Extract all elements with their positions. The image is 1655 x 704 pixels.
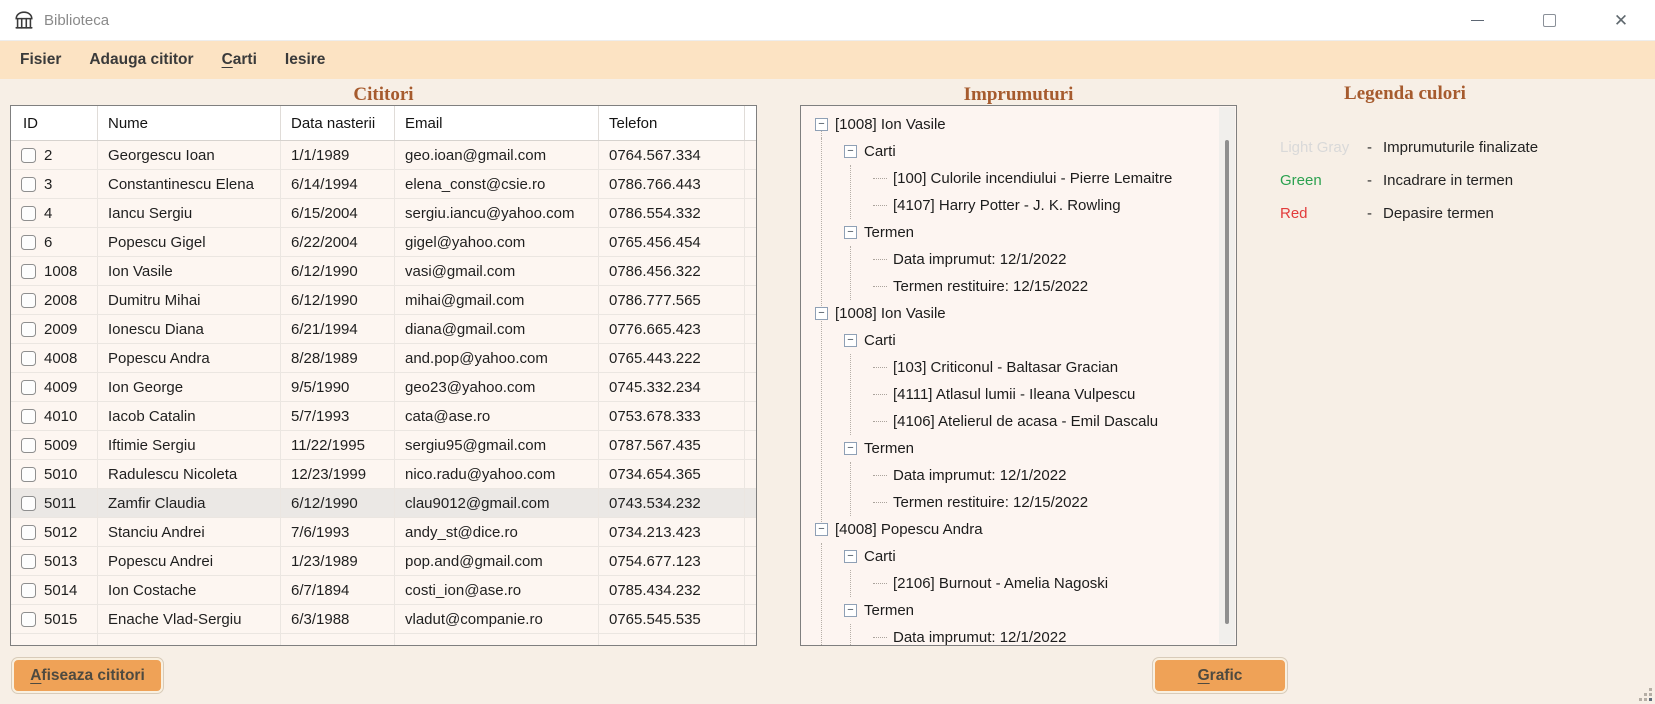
- tree-node-label: [103] Criticonul - Baltasar Gracian: [893, 359, 1119, 376]
- cell-telefon: 0734.654.365: [599, 460, 745, 488]
- tree-leaf-connector: [873, 637, 887, 638]
- table-row[interactable]: [11, 315, 756, 344]
- table-row[interactable]: [11, 373, 756, 402]
- legend-item: [1280, 164, 1555, 197]
- tree-scrollbar-thumb[interactable]: [1225, 140, 1229, 624]
- cell-id: 5012: [11, 518, 98, 546]
- cell-nume: [98, 634, 281, 646]
- row-checkbox[interactable]: [21, 148, 36, 163]
- tree-leaf-connector: [873, 502, 887, 503]
- grafic-button-label: rafic: [1209, 666, 1243, 684]
- library-building-icon: [13, 9, 35, 31]
- cell-filler: [745, 460, 756, 488]
- table-row[interactable]: [11, 170, 756, 199]
- row-checkbox[interactable]: [21, 496, 36, 511]
- cell-id: 5013: [11, 547, 98, 575]
- row-checkbox[interactable]: [21, 206, 36, 221]
- tree-root-connector: [821, 124, 822, 530]
- cell-filler: [745, 547, 756, 575]
- window-controls: [1454, 3, 1644, 37]
- cell-id: 4009: [11, 373, 98, 401]
- cell-nume: Popescu Andra: [98, 344, 281, 372]
- table-row[interactable]: [11, 460, 756, 489]
- legend-item: [1280, 131, 1555, 164]
- row-checkbox[interactable]: [21, 322, 36, 337]
- tree-node[interactable]: [844, 543, 1212, 570]
- cell-data_nasterii: 9/5/1990: [281, 373, 395, 401]
- cell-telefon: 0785.434.232: [599, 576, 745, 604]
- tree-node[interactable]: [873, 165, 1212, 192]
- row-checkbox[interactable]: [21, 351, 36, 366]
- cell-data_nasterii: 11/22/1995: [281, 431, 395, 459]
- window-title: Biblioteca: [44, 11, 110, 29]
- cell-nume: Dumitru Mihai: [98, 286, 281, 314]
- cell-id: 5014: [11, 576, 98, 604]
- menu-item-adauga-cititor[interactable]: [75, 41, 207, 79]
- table-row[interactable]: [11, 344, 756, 373]
- cell-filler: [745, 402, 756, 430]
- cell-data_nasterii: 6/7/1894: [281, 576, 395, 604]
- cell-filler: [745, 634, 756, 646]
- tree-leaf-connector: [873, 286, 887, 287]
- tree-node-label: Carti: [864, 332, 896, 349]
- row-checkbox[interactable]: [21, 612, 36, 627]
- tree-node[interactable]: [844, 327, 1212, 354]
- column-header-telefon[interactable]: Telefon: [599, 106, 745, 140]
- row-checkbox[interactable]: [21, 264, 36, 279]
- cell-nume: Georgescu Ioan: [98, 141, 281, 169]
- tree-leaf-connector: [873, 259, 887, 260]
- cell-nume: Ionescu Diana: [98, 315, 281, 343]
- tree-node[interactable]: [844, 219, 1212, 246]
- cell-telefon: [599, 634, 745, 646]
- cell-filler: [745, 228, 756, 256]
- table-row[interactable]: [11, 489, 756, 518]
- tree-node-label: [4111] Atlasul lumii - Ileana Vulpescu: [893, 386, 1136, 403]
- cell-filler: [745, 141, 756, 169]
- cell-nume: Ion Costache: [98, 576, 281, 604]
- tree-collapse-icon[interactable]: −: [844, 442, 857, 455]
- cell-telefon: 0765.456.454: [599, 228, 745, 256]
- menubar: [0, 41, 1655, 79]
- cell-telefon: 0745.332.234: [599, 373, 745, 401]
- afiseaza-button-accesskey: A: [30, 666, 42, 684]
- cell-email: vasi@gmail.com: [395, 257, 599, 285]
- tree-node[interactable]: [873, 246, 1212, 273]
- tree-collapse-icon[interactable]: −: [815, 523, 828, 536]
- table-row[interactable]: [11, 141, 756, 170]
- cell-telefon: 0764.567.334: [599, 141, 745, 169]
- tree-node-label: Termen restituire: 12/15/2022: [893, 494, 1089, 511]
- cell-email: sergiu.iancu@yahoo.com: [395, 199, 599, 227]
- cell-data_nasterii: 6/12/1990: [281, 286, 395, 314]
- cell-id: 5011: [11, 489, 98, 517]
- legend-section-title: Legenda culori: [1344, 83, 1466, 104]
- cell-telefon: 0786.777.565: [599, 286, 745, 314]
- tree-node[interactable]: [873, 381, 1212, 408]
- cell-data_nasterii: 6/22/2004: [281, 228, 395, 256]
- tree-leaf-connector: [873, 583, 887, 584]
- tree-node-label: Data imprumut: 12/1/2022: [893, 629, 1067, 646]
- legend-separator: -: [1367, 205, 1372, 222]
- tree-node[interactable]: [815, 111, 1212, 138]
- tree-node[interactable]: [844, 435, 1212, 462]
- row-checkbox[interactable]: [21, 554, 36, 569]
- cell-filler: [745, 344, 756, 372]
- cell-nume: Ion Vasile: [98, 257, 281, 285]
- row-checkbox[interactable]: [21, 409, 36, 424]
- row-checkbox[interactable]: [21, 438, 36, 453]
- cell-id: 4008: [11, 344, 98, 372]
- cell-nume: Iacob Catalin: [98, 402, 281, 430]
- cell-telefon: 0765.443.222: [599, 344, 745, 372]
- table-row[interactable]: [11, 547, 756, 576]
- table-row[interactable]: [11, 518, 756, 547]
- cell-email: geo.ioan@gmail.com: [395, 141, 599, 169]
- column-header-id[interactable]: ID: [11, 106, 98, 140]
- column-header-filler: [745, 106, 756, 140]
- cell-email: pop.and@gmail.com: [395, 547, 599, 575]
- tree-leaf-connector: [873, 475, 887, 476]
- cell-telefon: 0734.213.423: [599, 518, 745, 546]
- close-button[interactable]: [1598, 3, 1644, 37]
- cell-filler: [745, 576, 756, 604]
- menu-item-carti-accesskey: C: [221, 51, 233, 68]
- menu-item-carti[interactable]: [208, 41, 271, 79]
- cell-email: [395, 634, 599, 646]
- cell-email: clau9012@gmail.com: [395, 489, 599, 517]
- cell-filler: [745, 315, 756, 343]
- cell-filler: [745, 431, 756, 459]
- tree-node-label: [2106] Burnout - Amelia Nagoski: [893, 575, 1109, 592]
- row-checkbox[interactable]: [21, 467, 36, 482]
- tree-node-label: Data imprumut: 12/1/2022: [893, 467, 1067, 484]
- legend-color-name: Red: [1280, 205, 1308, 222]
- cell-nume: Iancu Sergiu: [98, 199, 281, 227]
- cell-filler: [745, 489, 756, 517]
- legend-description: Depasire termen: [1383, 205, 1494, 222]
- row-checkbox[interactable]: [21, 583, 36, 598]
- tree-node[interactable]: [815, 516, 1212, 543]
- tree-node-label: Termen: [864, 440, 915, 457]
- cell-email: geo23@yahoo.com: [395, 373, 599, 401]
- close-icon: ✕: [1613, 10, 1629, 30]
- cell-data_nasterii: 6/3/1988: [281, 605, 395, 633]
- tree-content: [801, 106, 1236, 646]
- cell-email: vladut@companie.ro: [395, 605, 599, 633]
- cell-telefon: 0786.554.332: [599, 199, 745, 227]
- menu-item-adauga-cititor-label: Adauga cititor: [89, 51, 194, 68]
- tree-node[interactable]: [815, 300, 1212, 327]
- cell-telefon: 0754.677.123: [599, 547, 745, 575]
- cell-id: [11, 634, 98, 646]
- cell-email: elena_const@csie.ro: [395, 170, 599, 198]
- cell-email: diana@gmail.com: [395, 315, 599, 343]
- legend-color-name: Green: [1280, 172, 1322, 189]
- cell-filler: [745, 170, 756, 198]
- afiseaza-button-label: fiseaza cititori: [41, 666, 145, 684]
- tree-node-label: [1008] Ion Vasile: [835, 305, 946, 322]
- table-row[interactable]: [11, 286, 756, 315]
- table-row[interactable]: [11, 257, 756, 286]
- cell-data_nasterii: 6/12/1990: [281, 257, 395, 285]
- cell-filler: [745, 373, 756, 401]
- legend-separator: -: [1367, 172, 1372, 189]
- table-row[interactable]: [11, 431, 756, 460]
- tree-node-label: Termen: [864, 224, 915, 241]
- column-header-data-nasterii[interactable]: Data nasterii: [281, 106, 395, 140]
- cell-data_nasterii: 1/1/1989: [281, 141, 395, 169]
- tree-node-label: [100] Culorile incendiului - Pierre Lemaitre: [893, 170, 1173, 187]
- tree-node-label: Termen: [864, 602, 915, 619]
- row-checkbox[interactable]: [21, 235, 36, 250]
- cell-id: 4010: [11, 402, 98, 430]
- legend-description: Incadrare in termen: [1383, 172, 1514, 189]
- cell-filler: [745, 257, 756, 285]
- tree-collapse-icon[interactable]: −: [815, 118, 828, 131]
- cell-id: 6: [11, 228, 98, 256]
- menu-item-iesire-label: Iesire: [284, 51, 326, 68]
- table-row[interactable]: [11, 228, 756, 257]
- grafic-button-accesskey: G: [1197, 666, 1210, 684]
- legend-color-name: Light Gray: [1280, 139, 1350, 156]
- tree-node[interactable]: [873, 624, 1212, 646]
- color-legend: [1255, 83, 1555, 230]
- cell-telefon: 0743.534.232: [599, 489, 745, 517]
- tree-node-label: [4107] Harry Potter - J. K. Rowling: [893, 197, 1121, 214]
- row-checkbox[interactable]: [21, 380, 36, 395]
- cell-id: 2: [11, 141, 98, 169]
- tree-node[interactable]: [844, 597, 1212, 624]
- imprumuturi-section-title: Imprumuturi: [963, 84, 1074, 105]
- tree-node[interactable]: [873, 570, 1212, 597]
- tree-node[interactable]: [873, 192, 1212, 219]
- cell-nume: Radulescu Nicoleta: [98, 460, 281, 488]
- table-row[interactable]: [11, 199, 756, 228]
- cell-data_nasterii: 6/12/1990: [281, 489, 395, 517]
- cell-id: 5015: [11, 605, 98, 633]
- tree-collapse-icon[interactable]: −: [844, 550, 857, 563]
- legend-item: [1280, 197, 1555, 230]
- row-checkbox[interactable]: [21, 177, 36, 192]
- cell-telefon: 0786.766.443: [599, 170, 745, 198]
- maximize-icon: [1543, 14, 1556, 27]
- cititori-grid: [10, 105, 757, 646]
- cell-telefon: 0776.665.423: [599, 315, 745, 343]
- cell-email: andy_st@dice.ro: [395, 518, 599, 546]
- cell-id: 2009: [11, 315, 98, 343]
- cell-telefon: 0753.678.333: [599, 402, 745, 430]
- tree-node-label: Carti: [864, 548, 896, 565]
- column-header-nume[interactable]: Nume: [98, 106, 281, 140]
- maximize-button[interactable]: [1526, 3, 1572, 37]
- cell-filler: [745, 518, 756, 546]
- cell-id: 5009: [11, 431, 98, 459]
- cell-data_nasterii: 8/28/1989: [281, 344, 395, 372]
- cell-nume: Iftimie Sergiu: [98, 431, 281, 459]
- cell-id: 1008: [11, 257, 98, 285]
- tree-node[interactable]: [873, 273, 1212, 300]
- table-row[interactable]: [11, 605, 756, 634]
- tree-node[interactable]: [873, 354, 1212, 381]
- minimize-icon: [1471, 20, 1484, 21]
- cell-nume: Stanciu Andrei: [98, 518, 281, 546]
- tree-collapse-icon[interactable]: −: [844, 145, 857, 158]
- table-row[interactable]: [11, 576, 756, 605]
- cell-data_nasterii: 1/23/1989: [281, 547, 395, 575]
- cell-telefon: 0765.545.535: [599, 605, 745, 633]
- cell-email: costi_ion@ase.ro: [395, 576, 599, 604]
- tree-node[interactable]: [873, 489, 1212, 516]
- legend-description: Imprumuturile finalizate: [1383, 139, 1539, 156]
- afiseaza-cititori-button[interactable]: [12, 658, 163, 693]
- tree-leaf-connector: [873, 205, 887, 206]
- column-header-email[interactable]: Email: [395, 106, 599, 140]
- tree-collapse-icon[interactable]: −: [844, 226, 857, 239]
- tree-leaf-connector: [873, 421, 887, 422]
- cell-email: sergiu95@gmail.com: [395, 431, 599, 459]
- menu-item-fisier[interactable]: [6, 41, 75, 79]
- table-row[interactable]: [11, 634, 756, 646]
- grafic-button[interactable]: [1153, 658, 1287, 693]
- legend-separator: -: [1367, 139, 1372, 156]
- tree-scrollbar-track[interactable]: [1219, 107, 1235, 644]
- imprumuturi-tree: [800, 105, 1237, 646]
- cell-filler: [745, 286, 756, 314]
- cell-filler: [745, 605, 756, 633]
- cell-data_nasterii: 6/15/2004: [281, 199, 395, 227]
- cell-id: 3: [11, 170, 98, 198]
- cell-nume: Enache Vlad-Sergiu: [98, 605, 281, 633]
- cell-data_nasterii: [281, 634, 395, 646]
- tree-node[interactable]: [873, 408, 1212, 435]
- cell-telefon: 0786.456.322: [599, 257, 745, 285]
- tree-collapse-icon[interactable]: −: [844, 604, 857, 617]
- cell-data_nasterii: 7/6/1993: [281, 518, 395, 546]
- tree-node-label: [4008] Popescu Andra: [835, 521, 983, 538]
- tree-collapse-icon[interactable]: −: [844, 334, 857, 347]
- cell-telefon: 0787.567.435: [599, 431, 745, 459]
- tree-leaf-connector: [873, 178, 887, 179]
- cell-email: and.pop@yahoo.com: [395, 344, 599, 372]
- table-row[interactable]: [11, 402, 756, 431]
- cell-data_nasterii: 5/7/1993: [281, 402, 395, 430]
- titlebar: [0, 0, 1655, 41]
- tree-node-label: Carti: [864, 143, 896, 160]
- menu-item-iesire[interactable]: [271, 41, 340, 79]
- cell-nume: Constantinescu Elena: [98, 170, 281, 198]
- cell-filler: [745, 199, 756, 227]
- cell-data_nasterii: 6/14/1994: [281, 170, 395, 198]
- tree-node-label: [1008] Ion Vasile: [835, 116, 946, 133]
- legend-rows: [1280, 131, 1555, 230]
- cell-email: nico.radu@yahoo.com: [395, 460, 599, 488]
- cell-email: mihai@gmail.com: [395, 286, 599, 314]
- tree-node[interactable]: [873, 462, 1212, 489]
- tree-node-label: Data imprumut: 12/1/2022: [893, 251, 1067, 268]
- cell-id: 2008: [11, 286, 98, 314]
- tree-node-label: Termen restituire: 12/15/2022: [893, 278, 1089, 295]
- tree-collapse-icon[interactable]: −: [815, 307, 828, 320]
- cell-nume: Zamfir Claudia: [98, 489, 281, 517]
- tree-node[interactable]: [844, 138, 1212, 165]
- tree-leaf-connector: [873, 394, 887, 395]
- cititori-grid-header: [11, 106, 756, 141]
- tree-leaf-connector: [873, 367, 887, 368]
- menu-item-carti-label: arti: [232, 51, 257, 68]
- cititori-grid-body: [11, 141, 756, 646]
- tree-node-label: [4106] Atelierul de acasa - Emil Dascalu: [893, 413, 1159, 430]
- minimize-button[interactable]: [1454, 3, 1500, 37]
- cell-data_nasterii: 6/21/1994: [281, 315, 395, 343]
- cell-data_nasterii: 12/23/1999: [281, 460, 395, 488]
- menu-item-fisier-label: Fisier: [20, 51, 62, 68]
- cell-id: 5010: [11, 460, 98, 488]
- cell-nume: Ion George: [98, 373, 281, 401]
- cell-email: gigel@yahoo.com: [395, 228, 599, 256]
- cititori-section-title: Cititori: [353, 84, 414, 105]
- cell-email: cata@ase.ro: [395, 402, 599, 430]
- cell-id: 4: [11, 199, 98, 227]
- row-checkbox[interactable]: [21, 293, 36, 308]
- cell-nume: Popescu Gigel: [98, 228, 281, 256]
- cell-nume: Popescu Andrei: [98, 547, 281, 575]
- resize-grip-icon[interactable]: [1638, 687, 1652, 701]
- row-checkbox[interactable]: [21, 525, 36, 540]
